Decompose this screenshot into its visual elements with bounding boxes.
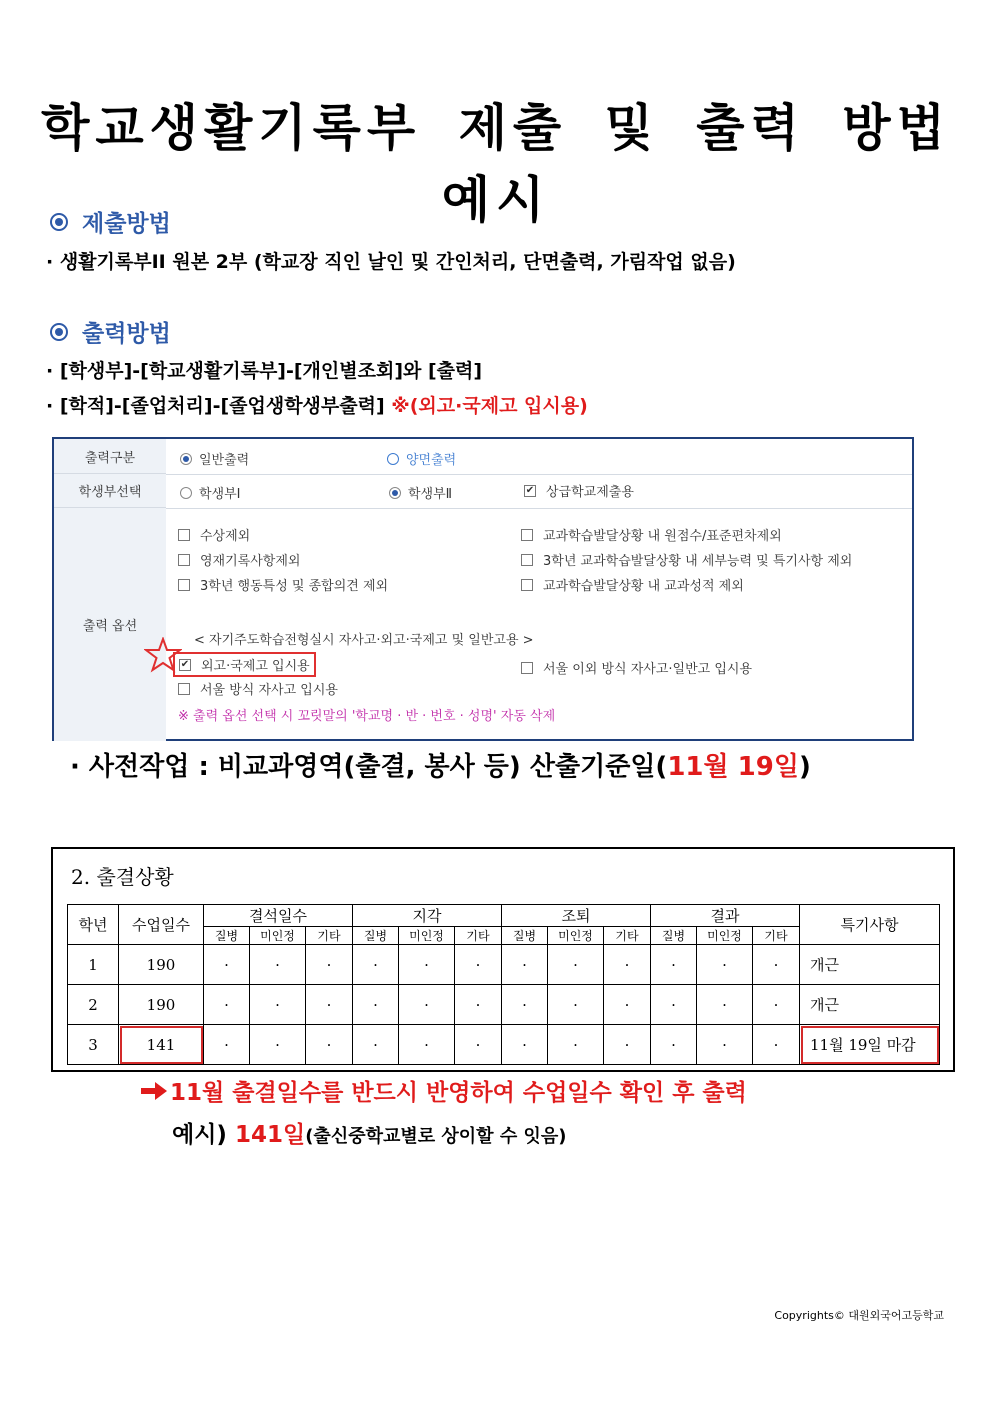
checkbox-icon — [521, 529, 533, 541]
header-grade: 학년 — [68, 905, 119, 945]
cell: · — [548, 1025, 604, 1065]
cell: · — [455, 945, 502, 985]
instruction-line-1 — [140, 1074, 747, 1107]
bullet-radio-icon — [50, 213, 68, 231]
print-options-panel — [52, 437, 914, 741]
cell: · — [353, 1025, 399, 1065]
cell: · — [651, 985, 697, 1025]
header-group-late: 지각 — [353, 905, 502, 927]
subheader: 질병 — [651, 927, 697, 945]
submit-heading — [50, 205, 171, 238]
cell: · — [204, 1025, 250, 1065]
cell-grade: 2 — [68, 985, 119, 1025]
cell-days: 190 — [119, 985, 204, 1025]
cell: · — [306, 945, 353, 985]
cell: · — [306, 1025, 353, 1065]
cell-remarks-highlighted: 11월 19일 마감 — [800, 1025, 940, 1065]
radio-icon — [387, 453, 399, 465]
checkbox-checked-icon: ✔ — [525, 484, 535, 496]
cell: · — [455, 1025, 502, 1065]
subheader: 기타 — [455, 927, 502, 945]
arrow-right-icon — [140, 1080, 168, 1102]
cell: · — [697, 985, 753, 1025]
header-group-early-leave: 조퇴 — [502, 905, 651, 927]
subheader: 미인정 — [697, 927, 753, 945]
checkbox-seoul[interactable]: 서울 방식 자사고 입시용 — [178, 679, 338, 698]
cell: · — [604, 985, 651, 1025]
instruction-line-2 — [172, 1116, 567, 1149]
cell-days-highlighted: 141 — [119, 1025, 204, 1065]
checkbox-foreign-intl-admission[interactable]: ✔ 외고·국제고 입시용 — [173, 652, 316, 677]
cell: · — [548, 985, 604, 1025]
header-remarks: 특기사항 — [800, 905, 940, 945]
subheader: 질병 — [502, 927, 548, 945]
cell-remarks: 개근 — [800, 985, 940, 1025]
table-row — [68, 1025, 940, 1065]
attendance-table — [67, 904, 940, 1065]
cell: · — [204, 945, 250, 985]
radio-normal-print[interactable]: 일반출력 — [180, 449, 249, 468]
cell: · — [306, 985, 353, 1025]
cell: · — [250, 985, 306, 1025]
example-suffix: (출신중학교별로 상이할 수 잇음) — [305, 1126, 567, 1147]
checkbox-exclude-gifted[interactable]: 영재기록사항제외 — [178, 550, 300, 569]
cell: · — [250, 945, 306, 985]
checkbox-exclude-awards[interactable]: 수상제외 — [178, 525, 250, 544]
page-title: 학교생활기록부 제출 및 출력 방법 예시 — [41, 99, 951, 229]
cell: · — [399, 985, 455, 1025]
print-line-1: · [학생부]-[학교생활기록부]-[개인별조회]와 [출력] — [46, 360, 483, 382]
cell: · — [753, 1025, 800, 1065]
row-label-output-type: 출력구분 — [54, 439, 166, 474]
instruction-text: 11월 출결일수를 반드시 반영하여 수업일수 확인 후 출력 — [170, 1080, 747, 1106]
checkbox-exclude-grades[interactable]: 교과학습발달상황 내 교과성적 제외 — [521, 575, 744, 594]
panel-note: ※ 출력 옵션 선택 시 꼬릿말의 '학교명 · 반 · 번호 · 성명' 자동 삭제 — [178, 709, 556, 724]
checkbox-icon — [178, 554, 190, 566]
copyright: Copyrights© 대원외국어고등학교 — [774, 1309, 944, 1322]
subheader: 기타 — [306, 927, 353, 945]
radio-selected-icon — [389, 487, 401, 499]
subheader: 질병 — [204, 927, 250, 945]
subheader: 미인정 — [548, 927, 604, 945]
cell: · — [502, 945, 548, 985]
cell: · — [604, 1025, 651, 1065]
checkbox-icon — [521, 554, 533, 566]
cell: · — [604, 945, 651, 985]
print-heading — [50, 315, 171, 348]
subheader: 질병 — [353, 927, 399, 945]
print-line-2 — [46, 391, 588, 418]
example-prefix: 예시) — [172, 1122, 235, 1148]
bullet-radio-icon — [50, 323, 68, 341]
checkbox-icon — [521, 662, 533, 674]
example-value: 141일 — [234, 1122, 306, 1148]
header-school-days: 수업일수 — [119, 905, 204, 945]
print-line-2-text: · [학적]-[졸업처리]-[졸업생학생부출력] — [46, 395, 392, 417]
attendance-title: 2. 출결상황 — [71, 865, 174, 889]
checkbox-exclude-raw-score[interactable]: 교과학습발달상황 내 원점수/표준편차제외 — [521, 525, 782, 544]
table-row — [68, 985, 940, 1025]
cell-days: 190 — [119, 945, 204, 985]
checkbox-exclude-behavior[interactable]: 3학년 행동특성 및 종합의견 제외 — [178, 575, 388, 594]
radio-selected-icon — [180, 453, 192, 465]
cell: · — [753, 985, 800, 1025]
cell: · — [399, 945, 455, 985]
cell: · — [502, 1025, 548, 1065]
cell-remarks: 개근 — [800, 945, 940, 985]
radio-record-2[interactable]: 학생부Ⅱ — [389, 483, 452, 502]
radio-icon — [180, 487, 192, 499]
prework-text: · 사전작업 : 비교과영역(출결, 봉사 등) 산출기준일( — [70, 752, 668, 782]
header-group-class-absence: 결과 — [651, 905, 800, 927]
checkbox-icon — [178, 579, 190, 591]
row-label-record-select: 학생부선택 — [54, 474, 166, 508]
radio-record-1[interactable]: 학생부Ⅰ — [180, 483, 241, 502]
attendance-box — [51, 847, 955, 1072]
prework-date: 11월 19일 — [667, 752, 799, 782]
checkbox-exclude-details[interactable]: 3학년 교과학습발달상황 내 세부능력 및 특기사항 제외 — [521, 550, 852, 569]
radio-duplex-print[interactable]: 양면출력 — [387, 449, 456, 468]
header-group-absence: 결석일수 — [204, 905, 353, 927]
print-line-2-note: ※(외고·국제고 입시용) — [391, 395, 588, 417]
checkbox-icon — [178, 529, 190, 541]
cell: · — [399, 1025, 455, 1065]
prework-line — [70, 746, 811, 783]
cell: · — [353, 985, 399, 1025]
cell: · — [753, 945, 800, 985]
cell: · — [651, 1025, 697, 1065]
subheader: 미인정 — [250, 927, 306, 945]
checkbox-higher-school[interactable]: ✔ 상급학교제출용 — [525, 484, 634, 500]
cell: · — [353, 945, 399, 985]
table-row — [68, 945, 940, 985]
cell: · — [548, 945, 604, 985]
cell-grade: 3 — [68, 1025, 119, 1065]
cell: · — [250, 1025, 306, 1065]
cell: · — [697, 945, 753, 985]
cell-grade: 1 — [68, 945, 119, 985]
cell: · — [455, 985, 502, 1025]
cell: · — [697, 1025, 753, 1065]
cell: · — [204, 985, 250, 1025]
cell: · — [651, 945, 697, 985]
subheader: 기타 — [753, 927, 800, 945]
subheader: 미인정 — [399, 927, 455, 945]
submit-heading-label: 제출방법 — [82, 211, 171, 237]
row-label-print-options: 출력 옵션 — [54, 508, 166, 741]
option-group-title: < 자기주도학습전형실시 자사고·외고·국제고 및 일반고용 > — [194, 633, 534, 648]
checkbox-outside-seoul[interactable]: 서울 이외 방식 자사고·일반고 입시용 — [521, 658, 752, 677]
checkbox-checked-icon: ✔ — [180, 658, 190, 670]
cell: · — [502, 985, 548, 1025]
subheader: 기타 — [604, 927, 651, 945]
print-heading-label: 출력방법 — [82, 321, 171, 347]
prework-close: ) — [798, 752, 811, 782]
checkbox-icon — [178, 683, 190, 695]
checkbox-icon — [521, 579, 533, 591]
submit-line: · 생활기록부II 원본 2부 (학교장 직인 날인 및 간인처리, 단면출력, 가림작업 없음) — [46, 251, 736, 273]
